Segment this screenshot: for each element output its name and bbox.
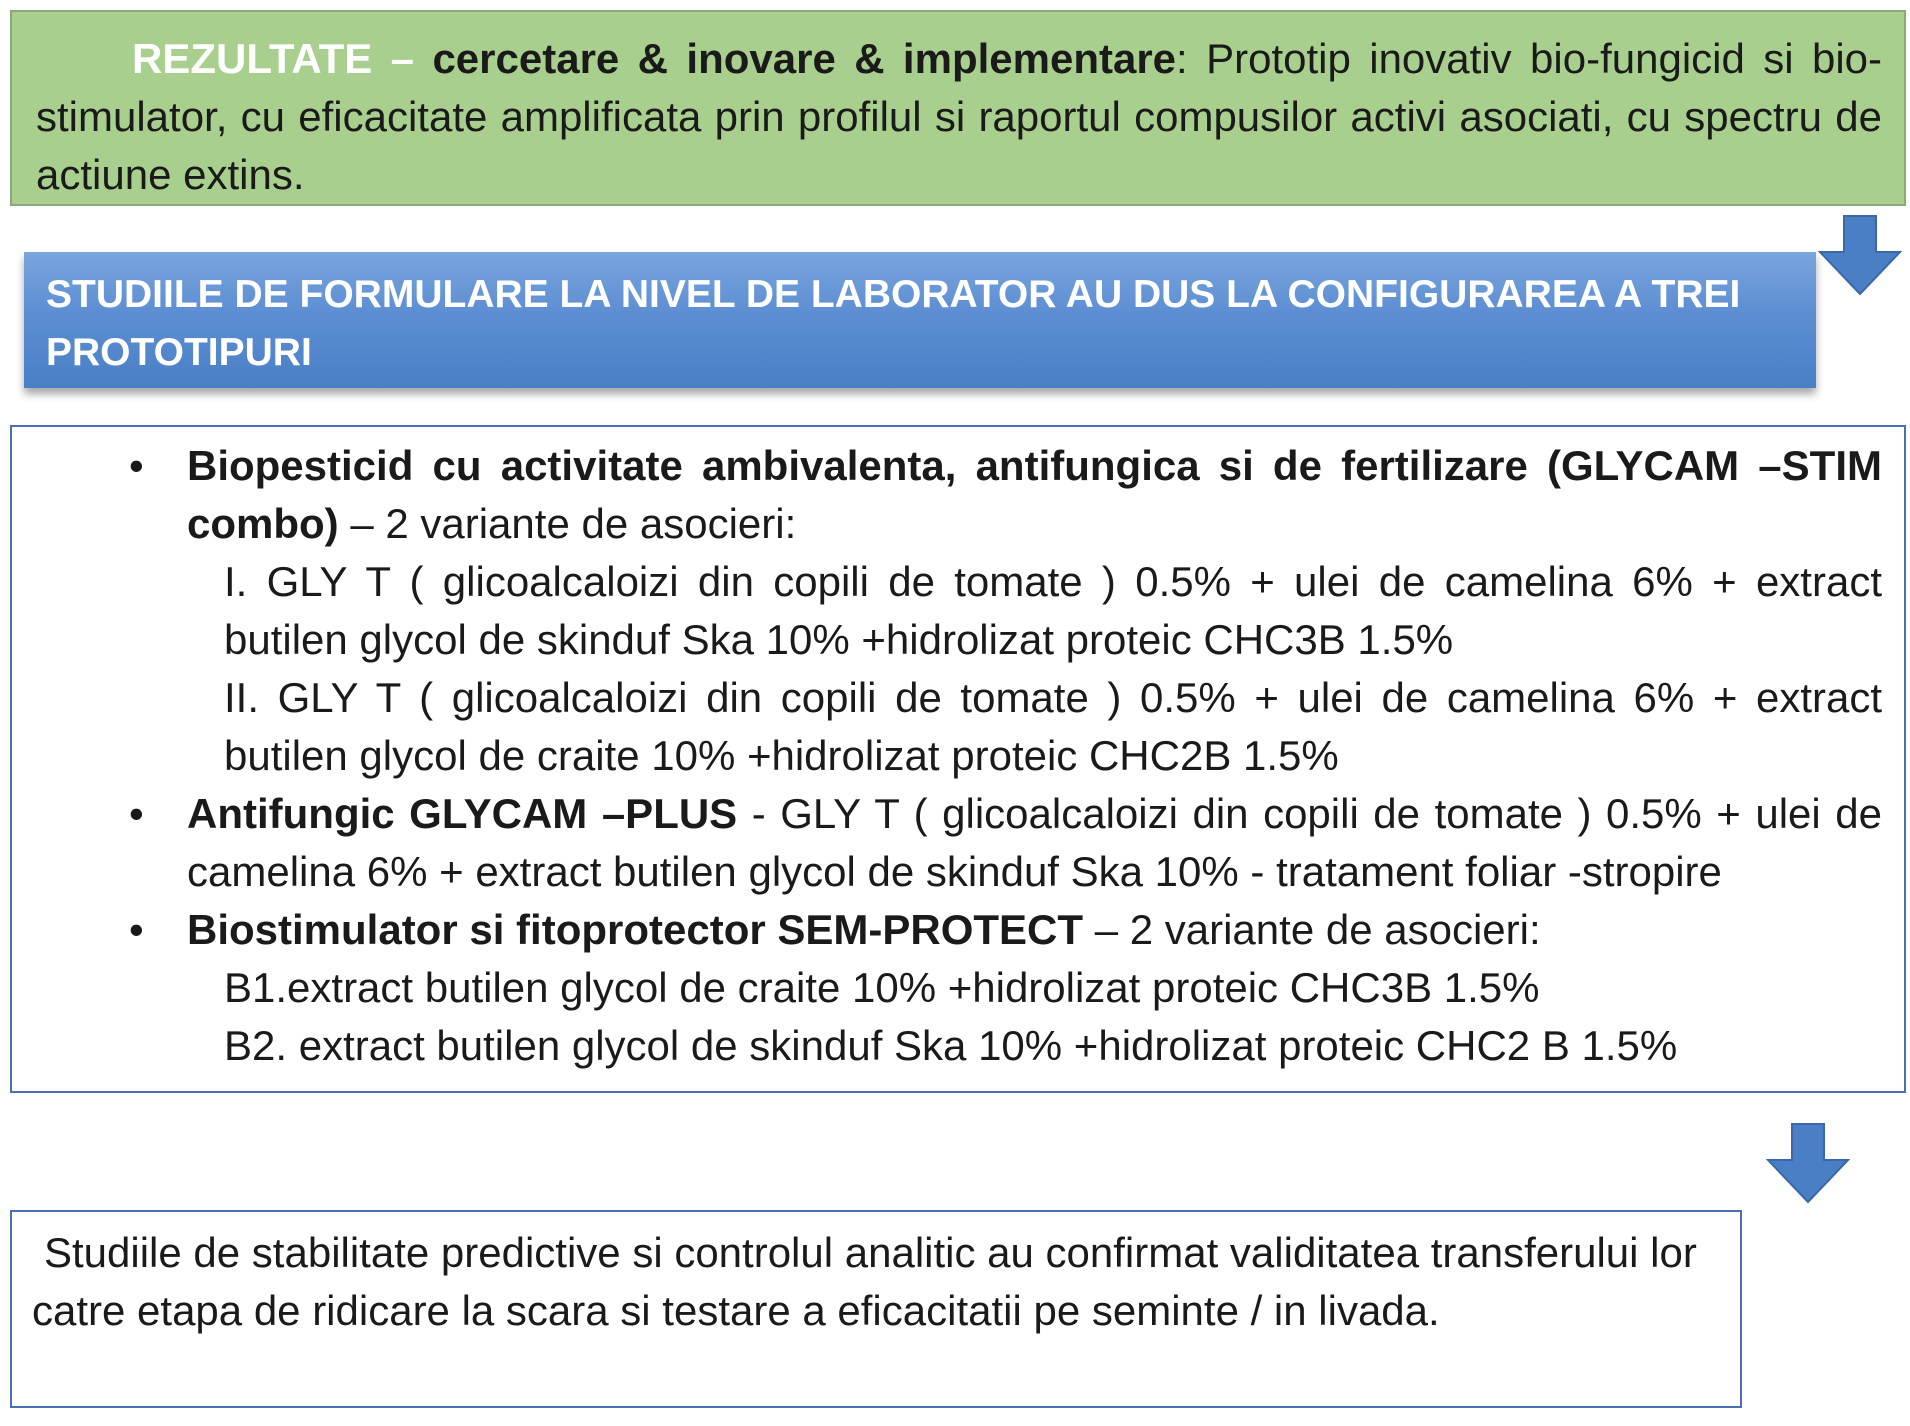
list-item bbox=[12, 901, 1882, 959]
conclusion-text: Studiile de stabilitate predictive si controlul analitic au confirmat validitatea transferului lor catre etapa de ridicare la scara si testare a eficacitatii pe seminte / in livada. bbox=[32, 1229, 1697, 1334]
banner-text: STUDIILE DE FORMULARE LA NIVEL DE LABORATOR AU DUS LA CONFIGURAREA A TREI PROTOTIPURI bbox=[46, 273, 1741, 374]
prototypes-list bbox=[10, 425, 1906, 1093]
results-box bbox=[10, 10, 1906, 206]
bullet-icon: • bbox=[129, 906, 144, 953]
prototype-text: – 2 variante de asocieri: bbox=[1083, 906, 1541, 953]
variant-item: B2. extract butilen glycol de skinduf Ska 10% +hidrolizat proteic CHC2 B 1.5% bbox=[224, 1022, 1678, 1069]
results-bold: cercetare & inovare & implementare bbox=[432, 35, 1177, 82]
formulation-banner bbox=[24, 252, 1816, 388]
prototype-title: Biopesticid cu activitate ambivalenta, antifungica si de fertilizare (GLYCAM –STIM combo) bbox=[187, 442, 1882, 547]
list-item bbox=[12, 437, 1882, 553]
bullet-icon: • bbox=[129, 442, 144, 489]
list-item bbox=[12, 785, 1882, 901]
variant-item: B1.extract butilen glycol de craite 10% +hidrolizat proteic CHC3B 1.5% bbox=[224, 964, 1540, 1011]
prototype-text: - GLY T ( glicoalcaloizi din copili de tomate ) 0.5% + ulei de camelina 6% + extract butilen glycol de skinduf Ska 10% - tratament foliar -stropire bbox=[187, 790, 1882, 895]
bullet-icon: • bbox=[129, 790, 144, 837]
down-arrow-icon bbox=[1818, 214, 1902, 296]
results-lead: REZULTATE – bbox=[132, 35, 415, 82]
prototype-text: – 2 variante de asocieri: bbox=[338, 500, 797, 547]
prototype-title: Biostimulator si fitoprotector SEM-PROTECT bbox=[187, 906, 1084, 953]
conclusion-box bbox=[10, 1210, 1742, 1408]
down-arrow-icon bbox=[1766, 1122, 1850, 1204]
variant-item: II. GLY T ( glicoalcaloizi din copili de tomate ) 0.5% + ulei de camelina 6% + extract butilen glycol de craite 10% +hidrolizat proteic CHC2B 1.5% bbox=[224, 674, 1882, 779]
variant-item: I. GLY T ( glicoalcaloizi din copili de tomate ) 0.5% + ulei de camelina 6% + extract butilen glycol de skinduf Ska 10% +hidrolizat proteic CHC3B 1.5% bbox=[224, 558, 1882, 663]
results-text: : Prototip inovativ bio-fungicid si bio-stimulator, cu eficacitate amplificata prin profilul si raportul compusilor activi asociati, cu spectru de actiune extins. bbox=[36, 35, 1882, 198]
prototype-title: Antifungic GLYCAM –PLUS bbox=[187, 790, 738, 837]
